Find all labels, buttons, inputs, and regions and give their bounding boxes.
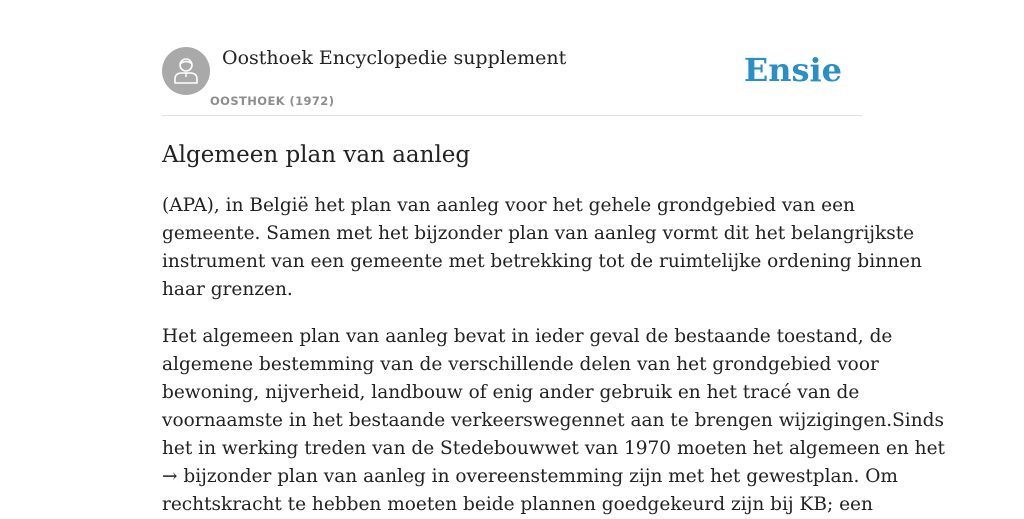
source-title[interactable]: Oosthoek Encyclopedie supplement xyxy=(222,47,567,69)
cross-reference-link[interactable]: bijzonder plan van aanleg xyxy=(183,466,426,487)
paragraph-line: het in werking treden van de Stedebouwwet van 1970 moeten het algemeen en het xyxy=(162,438,945,459)
paragraph-line: haar grenzen. xyxy=(162,279,293,300)
paragraph-line: algemene bestemming van de verschillende delen van het grondgebied voor xyxy=(162,354,879,375)
paragraph-line: rechtskracht te hebben moeten beide plannen goedgekeurd zijn bij KB; een xyxy=(162,494,873,515)
cross-reference-arrow-icon: → xyxy=(162,466,178,487)
paragraph-line-with-link xyxy=(162,463,898,491)
paragraph-line-rest: in overeenstemming zijn met het gewestplan. Om xyxy=(425,466,898,487)
paragraph-line: (APA), in België het plan van aanleg voor het gehele grondgebied van een xyxy=(162,195,855,216)
person-outline-icon xyxy=(172,55,200,87)
paragraph-line: gemeente. Samen met het bijzonder plan van aanleg vormt dit het belangrijkste xyxy=(162,223,915,244)
source-subtitle: OOSTHOEK (1972) xyxy=(210,94,335,108)
paragraph-line: instrument van een gemeente met betrekking tot de ruimtelijke ordening binnen xyxy=(162,251,922,272)
article-paragraph-2 xyxy=(162,323,945,519)
paragraph-line: bewoning, nijverheid, landbouw of enig ander gebruik en het tracé van de xyxy=(162,382,860,403)
page-container xyxy=(162,0,945,515)
user-avatar-icon xyxy=(162,47,210,95)
source-header xyxy=(162,0,862,116)
brand-logo[interactable]: Ensie xyxy=(743,51,842,89)
paragraph-line: Het algemeen plan van aanleg bevat in ieder geval de bestaande toestand, de xyxy=(162,326,893,347)
article-paragraph-1 xyxy=(162,192,922,304)
paragraph-line: voornaamste in het bestaande verkeerswegennet aan te brengen wijzigingen.Sinds xyxy=(162,410,944,431)
article-title: Algemeen plan van aanleg xyxy=(162,142,471,168)
